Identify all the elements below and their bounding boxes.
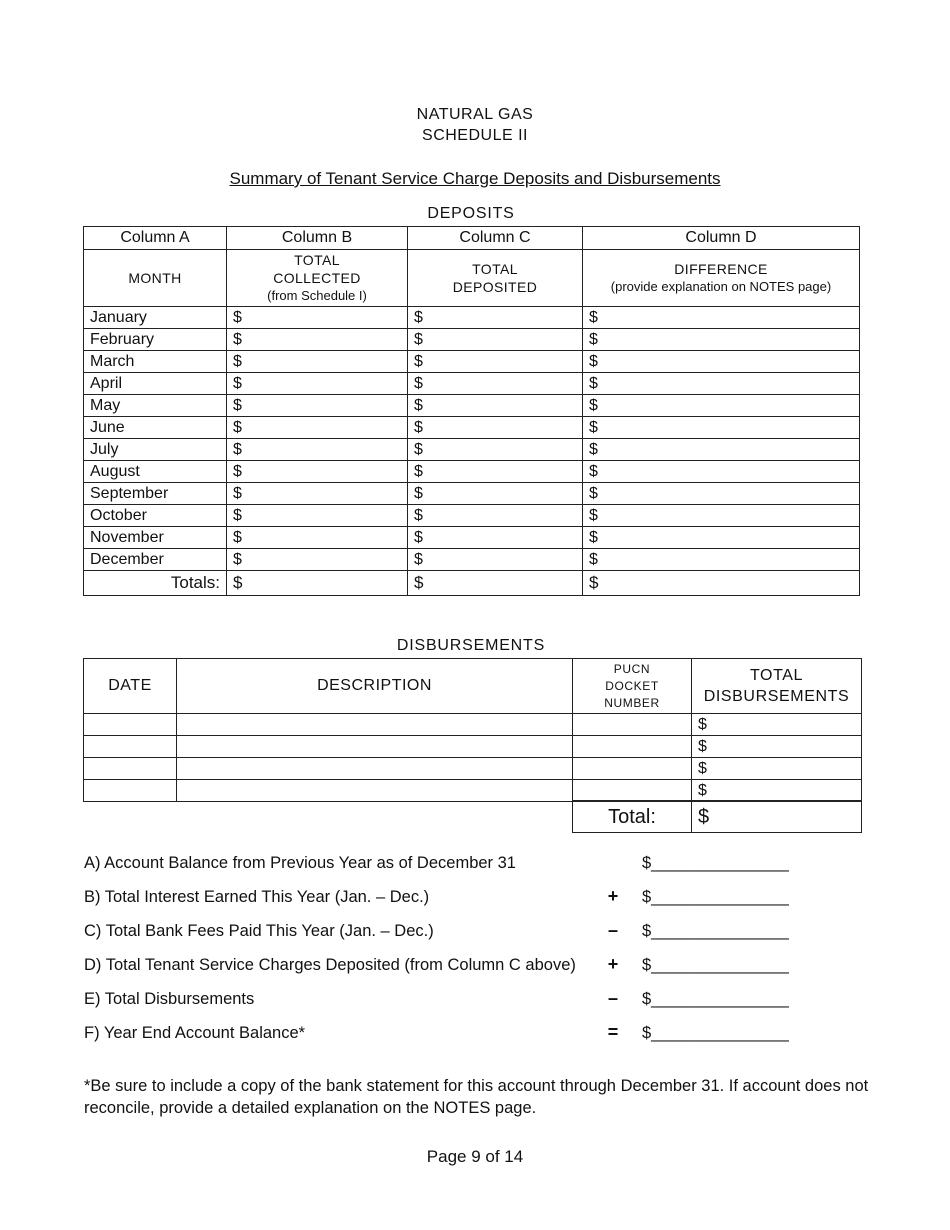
collected-field[interactable]: $ bbox=[227, 549, 408, 571]
summary-operator: = bbox=[607, 1022, 619, 1042]
amount-field[interactable]: $ bbox=[692, 736, 862, 758]
deposits-totals-row bbox=[84, 571, 860, 596]
disbursements-header-row bbox=[84, 659, 862, 714]
difference-field[interactable]: $ bbox=[583, 351, 860, 373]
month-row bbox=[84, 307, 860, 329]
difference-field[interactable]: $ bbox=[583, 527, 860, 549]
month-label: June bbox=[84, 417, 227, 439]
month-label: August bbox=[84, 461, 227, 483]
summary-label: B) Total Interest Earned This Year (Jan. – Dec.) bbox=[84, 888, 430, 906]
difference-field[interactable]: $ bbox=[583, 439, 860, 461]
summary-amount-field[interactable]: $_______________ bbox=[642, 854, 789, 872]
difference-field[interactable]: $ bbox=[583, 483, 860, 505]
disbursements-total-label: Total: bbox=[573, 801, 692, 833]
summary-amount-field[interactable]: $_______________ bbox=[642, 888, 789, 906]
description-field[interactable] bbox=[177, 780, 573, 802]
month-header: MONTH bbox=[84, 250, 227, 307]
date-header: DATE bbox=[84, 659, 177, 714]
pucn-docket-header bbox=[573, 659, 692, 714]
footnote: *Be sure to include a copy of the bank statement for this account through December 31. If account does not reconcile, provide a detailed explanation on the NOTES page. bbox=[84, 1077, 869, 1117]
month-row bbox=[84, 505, 860, 527]
collected-field[interactable]: $ bbox=[227, 439, 408, 461]
total-deposited-line2: DEPOSITED bbox=[452, 279, 538, 295]
pucn-line2: DOCKET bbox=[605, 678, 659, 693]
difference-field[interactable]: $ bbox=[583, 505, 860, 527]
summary-line bbox=[84, 956, 804, 980]
schedule-title: SCHEDULE II bbox=[422, 127, 528, 144]
month-label: October bbox=[84, 505, 227, 527]
month-row bbox=[84, 351, 860, 373]
collected-field[interactable]: $ bbox=[227, 483, 408, 505]
difference-field[interactable]: $ bbox=[583, 549, 860, 571]
difference-field[interactable]: $ bbox=[583, 307, 860, 329]
amount-field[interactable]: $ bbox=[692, 714, 862, 736]
totals-deposited-field[interactable]: $ bbox=[408, 571, 583, 596]
description-field[interactable] bbox=[177, 758, 573, 780]
description-field[interactable] bbox=[177, 736, 573, 758]
deposited-field[interactable]: $ bbox=[408, 373, 583, 395]
docket-number-field[interactable] bbox=[573, 714, 692, 736]
summary-line bbox=[84, 1024, 804, 1048]
difference-field[interactable]: $ bbox=[583, 395, 860, 417]
month-label: March bbox=[84, 351, 227, 373]
collected-field[interactable]: $ bbox=[227, 417, 408, 439]
deposited-field[interactable]: $ bbox=[408, 417, 583, 439]
deposited-field[interactable]: $ bbox=[408, 307, 583, 329]
summary-operator: + bbox=[607, 954, 619, 974]
difference-field[interactable]: $ bbox=[583, 461, 860, 483]
disbursements-total-row bbox=[573, 801, 862, 833]
difference-field[interactable]: $ bbox=[583, 373, 860, 395]
summary-amount-field[interactable]: $_______________ bbox=[642, 1024, 789, 1042]
collected-field[interactable]: $ bbox=[227, 395, 408, 417]
total-disbursements-header bbox=[692, 659, 862, 714]
collected-field[interactable]: $ bbox=[227, 373, 408, 395]
total-collected-line3: (from Schedule I) bbox=[267, 288, 367, 303]
description-header: DESCRIPTION bbox=[177, 659, 573, 714]
collected-field[interactable]: $ bbox=[227, 461, 408, 483]
deposits-column-header-row bbox=[84, 227, 860, 250]
summary-amount-field[interactable]: $_______________ bbox=[642, 990, 789, 1008]
date-field[interactable] bbox=[84, 780, 177, 802]
month-row bbox=[84, 417, 860, 439]
pucn-line3: NUMBER bbox=[604, 695, 660, 710]
difference-field[interactable]: $ bbox=[583, 417, 860, 439]
form-subtitle: Summary of Tenant Service Charge Deposits and Disbursements bbox=[229, 169, 721, 188]
difference-header bbox=[583, 250, 860, 307]
deposited-field[interactable]: $ bbox=[408, 329, 583, 351]
disbursements-total-field[interactable]: $ bbox=[692, 801, 862, 833]
month-label: September bbox=[84, 483, 227, 505]
deposited-field[interactable]: $ bbox=[408, 505, 583, 527]
collected-field[interactable]: $ bbox=[227, 307, 408, 329]
deposits-table bbox=[83, 226, 860, 596]
summary-line bbox=[84, 888, 804, 912]
form-title: NATURAL GAS bbox=[416, 106, 534, 123]
date-field[interactable] bbox=[84, 714, 177, 736]
summary-line bbox=[84, 990, 804, 1014]
date-field[interactable] bbox=[84, 736, 177, 758]
difference-field[interactable]: $ bbox=[583, 329, 860, 351]
month-row bbox=[84, 329, 860, 351]
amount-field[interactable]: $ bbox=[692, 780, 862, 802]
column-a-header: Column A bbox=[84, 227, 227, 250]
disbursements-section-title: DISBURSEMENTS bbox=[396, 637, 546, 654]
month-label: January bbox=[84, 307, 227, 329]
difference-line2: (provide explanation on NOTES page) bbox=[610, 279, 832, 294]
total-deposited-line1: TOTAL bbox=[472, 261, 518, 277]
deposited-field[interactable]: $ bbox=[408, 483, 583, 505]
summary-operator: – bbox=[607, 920, 618, 940]
total-collected-line2: COLLECTED bbox=[273, 270, 361, 286]
month-row bbox=[84, 439, 860, 461]
total-collected-header bbox=[227, 250, 408, 307]
deposited-field[interactable]: $ bbox=[408, 461, 583, 483]
summary-label: A) Account Balance from Previous Year as of December 31 bbox=[84, 854, 516, 872]
month-row bbox=[84, 461, 860, 483]
month-row bbox=[84, 395, 860, 417]
month-row bbox=[84, 373, 860, 395]
disbursements-table bbox=[83, 658, 862, 802]
page-number: Page 9 of 14 bbox=[426, 1147, 524, 1166]
docket-number-field[interactable] bbox=[573, 736, 692, 758]
totals-label: Totals: bbox=[84, 571, 227, 596]
disbursements-total-box bbox=[572, 800, 862, 833]
date-field[interactable] bbox=[84, 758, 177, 780]
summary-operator: – bbox=[607, 988, 618, 1008]
column-d-header: Column D bbox=[583, 227, 860, 250]
month-row bbox=[84, 483, 860, 505]
month-row bbox=[84, 527, 860, 549]
amount-field[interactable]: $ bbox=[692, 758, 862, 780]
deposited-field[interactable]: $ bbox=[408, 395, 583, 417]
column-c-header: Column C bbox=[408, 227, 583, 250]
deposited-field[interactable]: $ bbox=[408, 439, 583, 461]
month-label: December bbox=[84, 549, 227, 571]
summary-label: F) Year End Account Balance* bbox=[84, 1024, 306, 1042]
summary-label: C) Total Bank Fees Paid This Year (Jan. – Dec.) bbox=[84, 922, 434, 940]
pucn-line1: PUCN bbox=[613, 661, 651, 676]
month-row bbox=[84, 549, 860, 571]
deposits-section-title: DEPOSITS bbox=[427, 205, 515, 222]
deposits-subheader-row bbox=[84, 250, 860, 307]
summary-label: E) Total Disbursements bbox=[84, 990, 255, 1008]
collected-field[interactable]: $ bbox=[227, 351, 408, 373]
deposited-field[interactable]: $ bbox=[408, 351, 583, 373]
disbursement-row bbox=[84, 780, 862, 802]
deposited-field[interactable]: $ bbox=[408, 549, 583, 571]
disbursement-row bbox=[84, 758, 862, 780]
difference-line1: DIFFERENCE bbox=[674, 261, 768, 277]
month-label: February bbox=[84, 329, 227, 351]
collected-field[interactable]: $ bbox=[227, 505, 408, 527]
disbursement-row bbox=[84, 736, 862, 758]
month-label: April bbox=[84, 373, 227, 395]
totals-collected-field[interactable]: $ bbox=[227, 571, 408, 596]
summary-line bbox=[84, 922, 804, 946]
summary-line bbox=[84, 854, 804, 878]
docket-number-field[interactable] bbox=[573, 780, 692, 802]
disbursement-row bbox=[84, 714, 862, 736]
docket-number-field[interactable] bbox=[573, 758, 692, 780]
total-disb-line2: DISBURSEMENTS bbox=[703, 688, 850, 705]
collected-field[interactable]: $ bbox=[227, 527, 408, 549]
month-label: November bbox=[84, 527, 227, 549]
month-label: July bbox=[84, 439, 227, 461]
summary-amount-field[interactable]: $_______________ bbox=[642, 956, 789, 974]
total-collected-line1: TOTAL bbox=[294, 252, 340, 268]
description-field[interactable] bbox=[177, 714, 573, 736]
column-b-header: Column B bbox=[227, 227, 408, 250]
summary-amount-field[interactable]: $_______________ bbox=[642, 922, 789, 940]
collected-field[interactable]: $ bbox=[227, 329, 408, 351]
month-label: May bbox=[84, 395, 227, 417]
deposited-field[interactable]: $ bbox=[408, 527, 583, 549]
total-deposited-header bbox=[408, 250, 583, 307]
total-disb-line1: TOTAL bbox=[749, 667, 804, 684]
summary-label: D) Total Tenant Service Charges Deposited (from Column C above) bbox=[84, 956, 576, 974]
summary-operator: + bbox=[607, 886, 619, 906]
totals-difference-field[interactable]: $ bbox=[583, 571, 860, 596]
